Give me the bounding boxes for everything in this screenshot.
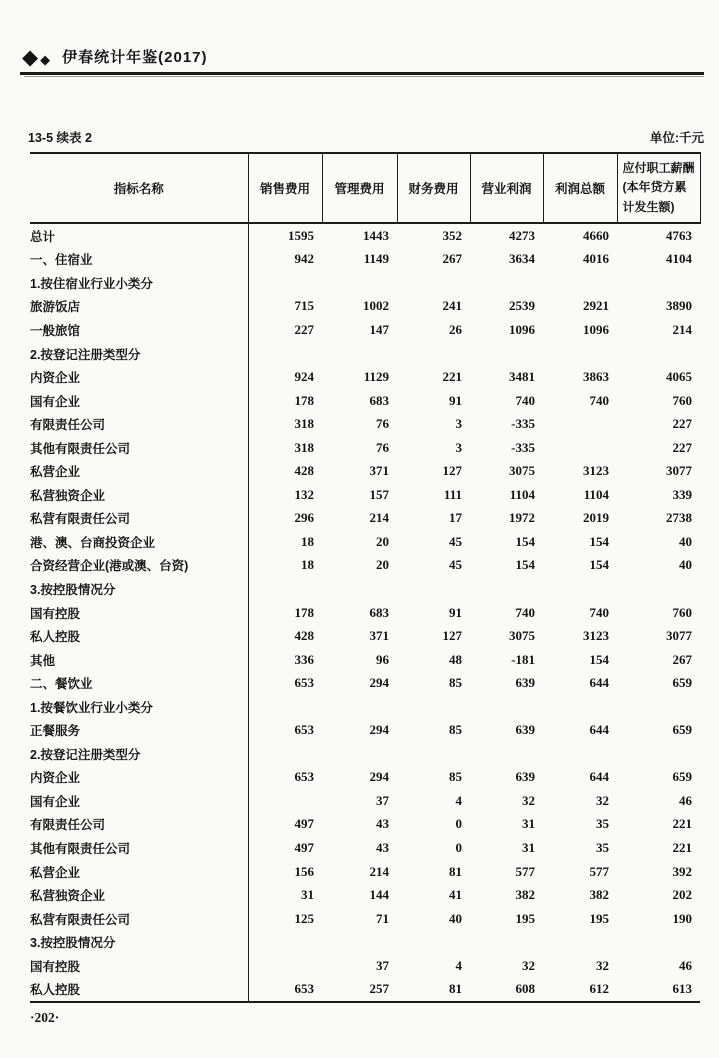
value-cell	[322, 342, 397, 366]
value-cell	[248, 930, 322, 954]
value-cell: 31	[522, 839, 535, 855]
value-cell: 71	[376, 910, 389, 926]
value-cell	[617, 342, 700, 366]
value-cell: 428	[294, 463, 314, 479]
value-cell: 2539	[509, 298, 535, 314]
table-row	[30, 295, 700, 319]
unit-label: 单位:千元	[649, 131, 704, 145]
value-cell: 31	[522, 816, 535, 832]
header-rule	[20, 72, 704, 75]
value-cell: 382	[515, 887, 535, 903]
indicator-name-cell: 有限责任公司	[30, 813, 248, 837]
value-cell: 154	[589, 651, 609, 667]
value-cell: 18	[301, 557, 314, 573]
indicator-name-cell: 二、餐饮业	[30, 671, 248, 695]
table-row	[30, 601, 700, 625]
indicator-name-cell: 2.按登记注册类型分	[30, 742, 248, 766]
value-cell: 178	[294, 392, 314, 408]
value-cell	[543, 271, 617, 295]
value-cell	[322, 271, 397, 295]
indicator-name-cell: 私营独资企业	[30, 483, 248, 507]
indicator-name-cell: 国有控股	[30, 601, 248, 625]
value-cell: 653	[248, 978, 322, 1003]
value-cell: 371	[369, 628, 389, 644]
value-cell: 318	[294, 416, 314, 432]
value-cell: 35	[596, 839, 609, 855]
table-row	[30, 318, 700, 342]
value-cell: 3	[455, 416, 462, 432]
table-header	[30, 153, 700, 223]
value-cell: 40	[679, 533, 692, 549]
value-cell: 4660	[583, 227, 609, 243]
indicator-name-cell: 其他有限责任公司	[30, 836, 248, 860]
value-cell: 157	[369, 486, 389, 502]
indicator-name-cell: 合资经营企业(港或澳、台资)	[30, 554, 248, 578]
column-header-3: 财务费用	[397, 153, 470, 223]
value-cell	[397, 695, 470, 719]
value-cell: 613	[617, 978, 700, 1003]
table-row	[30, 836, 700, 860]
table-row	[30, 671, 700, 695]
value-cell: 924	[294, 369, 314, 385]
value-cell	[617, 742, 700, 766]
value-cell: 3863	[583, 369, 609, 385]
column-header-4: 营业利润	[470, 153, 543, 223]
value-cell: 127	[442, 628, 462, 644]
indicator-name-cell: 私人控股	[30, 624, 248, 648]
value-cell: 294	[369, 675, 389, 691]
value-cell: 4763	[666, 227, 692, 243]
value-cell: 608	[470, 978, 543, 1003]
column-header-5: 利润总额	[543, 153, 617, 223]
table-row	[30, 459, 700, 483]
indicator-name-cell: 国有控股	[30, 954, 248, 978]
column-header-0: 指标名称	[30, 153, 248, 223]
value-cell: 1096	[583, 321, 609, 337]
value-cell: 497	[294, 839, 314, 855]
table-row	[30, 695, 700, 719]
value-cell: 659	[672, 769, 692, 785]
value-cell	[470, 342, 543, 366]
value-cell: 32	[522, 957, 535, 973]
table-row	[30, 507, 700, 531]
value-cell	[248, 577, 322, 601]
value-cell	[543, 412, 617, 436]
value-cell: 221	[672, 816, 692, 832]
value-cell: 81	[397, 978, 470, 1003]
value-cell	[248, 695, 322, 719]
value-cell: 339	[672, 486, 692, 502]
value-cell	[397, 930, 470, 954]
value-cell: 267	[442, 251, 462, 267]
value-cell: 4	[455, 792, 462, 808]
table-row	[30, 248, 700, 272]
value-cell: 4273	[509, 227, 535, 243]
value-cell: 3075	[509, 463, 535, 479]
value-cell: 241	[442, 298, 462, 314]
value-cell: 202	[672, 887, 692, 903]
indicator-name-cell: 2.按登记注册类型分	[30, 342, 248, 366]
diamond-large-icon: ◆	[22, 46, 37, 69]
indicator-name-cell: 内资企业	[30, 365, 248, 389]
value-cell: 1129	[363, 369, 389, 385]
page-number: ·202·	[30, 1010, 60, 1025]
value-cell: 1096	[509, 321, 535, 337]
value-cell: 653	[294, 769, 314, 785]
value-cell: 1595	[288, 227, 314, 243]
value-cell: 26	[449, 321, 462, 337]
indicator-name-cell: 私营独资企业	[30, 883, 248, 907]
indicator-name-cell: 1.按住宿业行业小类分	[30, 271, 248, 295]
value-cell: 497	[294, 816, 314, 832]
value-cell: 3075	[509, 628, 535, 644]
value-cell: 2019	[583, 510, 609, 526]
value-cell: 190	[672, 910, 692, 926]
value-cell: -335	[511, 439, 535, 455]
value-cell: 659	[672, 675, 692, 691]
indicator-name-cell: 国有企业	[30, 789, 248, 813]
value-cell: 577	[589, 863, 609, 879]
value-cell: 40	[679, 557, 692, 573]
value-cell: 18	[301, 533, 314, 549]
value-cell: 3	[455, 439, 462, 455]
value-cell: 46	[679, 957, 692, 973]
value-cell	[248, 742, 322, 766]
value-cell	[397, 271, 470, 295]
value-cell: 715	[294, 298, 314, 314]
value-cell: 127	[442, 463, 462, 479]
value-cell: 3481	[509, 369, 535, 385]
table-row	[30, 271, 700, 295]
value-cell	[470, 271, 543, 295]
value-cell: 41	[449, 887, 462, 903]
value-cell: 85	[449, 769, 462, 785]
value-cell	[397, 342, 470, 366]
indicator-name-cell: 内资企业	[30, 766, 248, 790]
table-row	[30, 483, 700, 507]
indicator-name-cell: 私营有限责任公司	[30, 907, 248, 931]
table-row	[30, 624, 700, 648]
value-cell: 659	[672, 722, 692, 738]
value-cell	[543, 342, 617, 366]
value-cell: 267	[672, 651, 692, 667]
table-row	[30, 718, 700, 742]
value-cell: 76	[376, 439, 389, 455]
table-row	[30, 365, 700, 389]
value-cell: 653	[294, 675, 314, 691]
value-cell: 392	[672, 863, 692, 879]
value-cell: 17	[449, 510, 462, 526]
value-cell	[470, 742, 543, 766]
value-cell: 639	[515, 675, 535, 691]
table-meta-row	[28, 128, 704, 146]
value-cell: 644	[589, 769, 609, 785]
value-cell	[543, 930, 617, 954]
indicator-name-cell: 港、澳、台商投资企业	[30, 530, 248, 554]
value-cell: 3890	[666, 298, 692, 314]
value-cell: 154	[589, 533, 609, 549]
value-cell: 1972	[509, 510, 535, 526]
value-cell: 214	[369, 863, 389, 879]
value-cell: 683	[369, 392, 389, 408]
value-cell: 37	[376, 792, 389, 808]
value-cell: 644	[589, 722, 609, 738]
value-cell: 221	[442, 369, 462, 385]
table-row	[30, 389, 700, 413]
value-cell: 178	[294, 604, 314, 620]
value-cell: 154	[589, 557, 609, 573]
table-row	[30, 813, 700, 837]
value-cell: 294	[369, 769, 389, 785]
value-cell	[617, 930, 700, 954]
table-row	[30, 766, 700, 790]
value-cell: 942	[294, 251, 314, 267]
table-row	[30, 577, 700, 601]
value-cell: 740	[589, 604, 609, 620]
value-cell	[617, 577, 700, 601]
value-cell: 3123	[583, 463, 609, 479]
value-cell: 37	[376, 957, 389, 973]
value-cell: 20	[376, 557, 389, 573]
value-cell: 577	[515, 863, 535, 879]
value-cell	[322, 742, 397, 766]
value-cell: 1104	[583, 486, 609, 502]
value-cell: 195	[515, 910, 535, 926]
value-cell: 740	[589, 392, 609, 408]
indicator-name-cell: 其他	[30, 648, 248, 672]
value-cell: 43	[376, 839, 389, 855]
value-cell: 35	[596, 816, 609, 832]
value-cell	[322, 695, 397, 719]
value-cell: 132	[294, 486, 314, 502]
value-cell: 214	[369, 510, 389, 526]
value-cell: 683	[369, 604, 389, 620]
value-cell: 125	[294, 910, 314, 926]
value-cell: 4016	[583, 251, 609, 267]
value-cell	[470, 577, 543, 601]
value-cell: 1443	[363, 227, 389, 243]
value-cell	[248, 954, 322, 978]
indicator-name-cell: 一般旅馆	[30, 318, 248, 342]
value-cell: 428	[294, 628, 314, 644]
table-row	[30, 436, 700, 460]
value-cell: 653	[294, 722, 314, 738]
value-cell: 352	[442, 227, 462, 243]
value-cell: 227	[672, 439, 692, 455]
indicator-name-cell: 旅游饭店	[30, 295, 248, 319]
value-cell: 257	[322, 978, 397, 1003]
value-cell: 760	[672, 604, 692, 620]
indicator-name-cell: 总计	[30, 223, 248, 248]
value-cell: 740	[515, 604, 535, 620]
value-cell	[617, 271, 700, 295]
value-cell: 147	[369, 321, 389, 337]
table-row	[30, 412, 700, 436]
value-cell: 1149	[363, 251, 389, 267]
value-cell: 96	[376, 651, 389, 667]
table-row	[30, 742, 700, 766]
value-cell: 91	[449, 392, 462, 408]
page-header	[22, 46, 703, 68]
value-cell: 154	[515, 533, 535, 549]
table-row	[30, 883, 700, 907]
value-cell: 612	[543, 978, 617, 1003]
value-cell	[617, 695, 700, 719]
value-cell: 214	[672, 321, 692, 337]
value-cell: -335	[511, 416, 535, 432]
value-cell: 221	[672, 839, 692, 855]
value-cell: 2921	[583, 298, 609, 314]
value-cell: 740	[515, 392, 535, 408]
indicator-name-cell: 私人控股	[30, 978, 248, 1003]
indicator-name-cell: 正餐服务	[30, 718, 248, 742]
value-cell: 0	[455, 816, 462, 832]
indicator-name-cell: 私营企业	[30, 459, 248, 483]
value-cell: 85	[449, 722, 462, 738]
indicator-name-cell: 私营企业	[30, 860, 248, 884]
value-cell	[543, 577, 617, 601]
value-cell	[397, 577, 470, 601]
table-row	[30, 954, 700, 978]
value-cell: 227	[672, 416, 692, 432]
indicator-name-cell: 有限责任公司	[30, 412, 248, 436]
column-header-1: 销售费用	[248, 153, 322, 223]
value-cell	[543, 742, 617, 766]
value-cell	[397, 742, 470, 766]
value-cell: 3634	[509, 251, 535, 267]
indicator-name-cell: 一、住宿业	[30, 248, 248, 272]
value-cell: 296	[294, 510, 314, 526]
value-cell: 1002	[363, 298, 389, 314]
table-row	[30, 648, 700, 672]
column-header-2: 管理费用	[322, 153, 397, 223]
value-cell: 639	[515, 769, 535, 785]
value-cell	[543, 436, 617, 460]
value-cell: 48	[449, 651, 462, 667]
value-cell: 3077	[666, 628, 692, 644]
value-cell: 1104	[509, 486, 535, 502]
table-row	[30, 789, 700, 813]
indicator-name-cell: 1.按餐饮业行业小类分	[30, 695, 248, 719]
value-cell: 45	[449, 533, 462, 549]
value-cell: 3123	[583, 628, 609, 644]
value-cell: 760	[672, 392, 692, 408]
value-cell	[248, 342, 322, 366]
indicator-name-cell: 私营有限责任公司	[30, 507, 248, 531]
value-cell: 318	[294, 439, 314, 455]
value-cell	[470, 930, 543, 954]
value-cell	[322, 930, 397, 954]
table-number: 13-5 续表 2	[28, 131, 92, 145]
value-cell: 644	[589, 675, 609, 691]
yearbook-title: 伊春统计年鉴(2017)	[62, 49, 208, 66]
value-cell: 91	[449, 604, 462, 620]
value-cell: 227	[294, 321, 314, 337]
value-cell: 46	[679, 792, 692, 808]
table-body	[30, 223, 700, 1002]
value-cell: 76	[376, 416, 389, 432]
table-row	[30, 907, 700, 931]
value-cell: -181	[511, 651, 535, 667]
value-cell: 156	[294, 863, 314, 879]
value-cell: 639	[515, 722, 535, 738]
diamond-small-icon: ◆	[40, 52, 51, 68]
table-row	[30, 930, 700, 954]
value-cell: 195	[589, 910, 609, 926]
indicator-name-cell: 其他有限责任公司	[30, 436, 248, 460]
value-cell: 336	[294, 651, 314, 667]
value-cell: 371	[369, 463, 389, 479]
value-cell: 32	[522, 792, 535, 808]
value-cell: 4	[455, 957, 462, 973]
table-row	[30, 978, 700, 1003]
value-cell: 20	[376, 533, 389, 549]
value-cell	[322, 577, 397, 601]
table-row	[30, 530, 700, 554]
value-cell	[248, 789, 322, 813]
table-row	[30, 342, 700, 366]
value-cell: 32	[596, 957, 609, 973]
value-cell: 81	[449, 863, 462, 879]
value-cell: 111	[443, 486, 462, 502]
statistics-table	[30, 152, 701, 1003]
value-cell	[543, 695, 617, 719]
value-cell: 43	[376, 816, 389, 832]
header-rule-shadow	[24, 76, 704, 77]
column-header-6: 应付职工薪酬(本年贷方累计发生额)	[617, 153, 700, 223]
indicator-name-cell: 国有企业	[30, 389, 248, 413]
value-cell: 31	[301, 887, 314, 903]
value-cell	[470, 695, 543, 719]
value-cell: 4065	[666, 369, 692, 385]
value-cell: 144	[369, 887, 389, 903]
value-cell: 382	[589, 887, 609, 903]
value-cell: 32	[596, 792, 609, 808]
value-cell: 40	[449, 910, 462, 926]
value-cell: 294	[369, 722, 389, 738]
value-cell: 154	[515, 557, 535, 573]
table-row	[30, 223, 700, 248]
value-cell: 3077	[666, 463, 692, 479]
table-row	[30, 554, 700, 578]
value-cell: 85	[449, 675, 462, 691]
table-row	[30, 860, 700, 884]
indicator-name-cell: 3.按控股情况分	[30, 930, 248, 954]
value-cell: 2738	[666, 510, 692, 526]
value-cell: 45	[449, 557, 462, 573]
value-cell	[248, 271, 322, 295]
indicator-name-cell: 3.按控股情况分	[30, 577, 248, 601]
value-cell: 0	[455, 839, 462, 855]
value-cell: 4104	[666, 251, 692, 267]
